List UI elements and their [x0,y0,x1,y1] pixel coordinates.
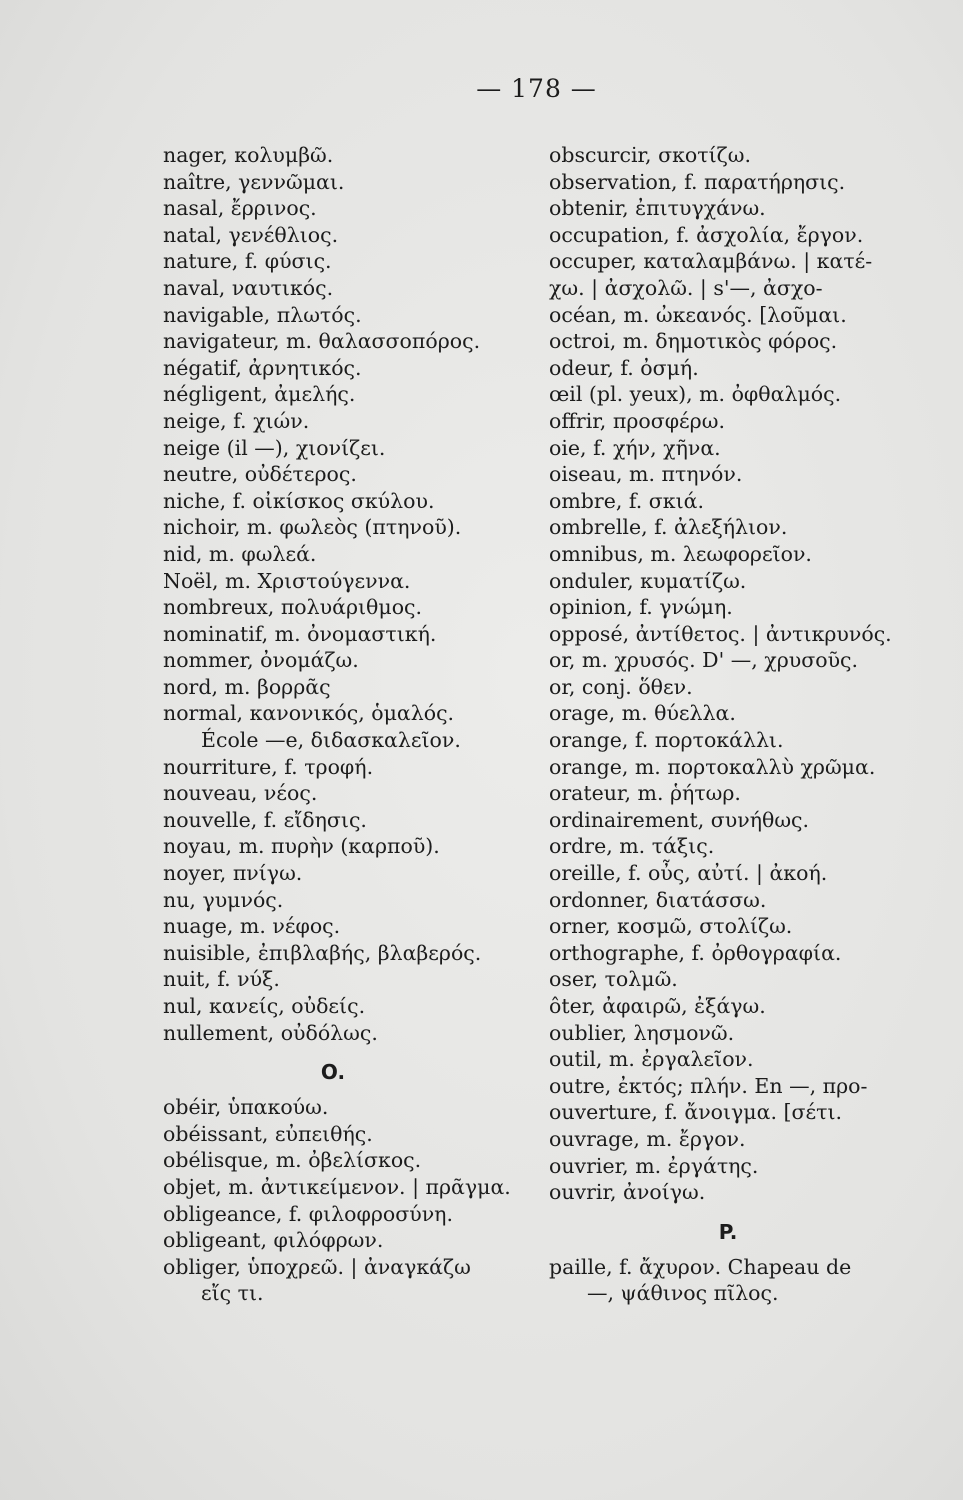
dictionary-entry: orthographe, f. ὀρθογραφία. [549,940,842,965]
dictionary-entry: nuit, f. νύξ. [163,967,280,992]
dictionary-entry: obliger, ὑποχρεῶ. | ἀναγκάζω [163,1254,471,1279]
dictionary-entry: nul, κανείς, οὐδείς. [163,994,366,1018]
dictionary-entry: ombre, f. σκιά. [549,488,704,513]
dictionary-entry: Noël, m. Χριστούγεννα. [163,568,411,593]
dictionary-entry: onduler, κυματίζω. [549,568,747,593]
section-letter-o: O. [320,1060,346,1085]
dictionary-entry: opposé, ἀντίθετος. | ἀντικρυνός. [549,621,892,646]
dictionary-entry: océan, m. ὠκεανός. [λοῦμαι. [549,302,847,327]
dictionary-entry: nourriture, f. τροφή. [163,754,374,779]
dictionary-entry: obéissant, εὐπειθής. [163,1121,373,1146]
dictionary-entry: ouverture, f. ἄνοιγμα. [σέτι. [549,1100,842,1125]
dictionary-entry: ôter, ἀφαιρῶ, ἐξάγω. [549,994,766,1018]
dictionary-entry: nichoir, m. φωλεὸς (πτηνοῦ). [163,515,462,540]
dictionary-entry: oser, τολμῶ. [549,967,678,992]
dictionary-entry: nuisible, ἐπιβλαβής, βλαβερός. [163,940,482,965]
dictionary-entry: objet, m. ἀντικείμενον. | πρᾶγμα. [163,1174,511,1199]
dictionary-entry: oublier, λησμονῶ. [549,1020,735,1045]
dictionary-entry: oreille, f. οὖς, αὐτί. | ἀκοή. [549,861,828,886]
dictionary-entry: naval, ναυτικός. [163,275,334,300]
dictionary-entry: navigateur, m. θαλασσοπόρος. [163,329,481,354]
dictionary-entry: ouvrir, ἀνοίγω. [549,1180,706,1205]
dictionary-entry: négligent, ἀμελής. [163,382,356,407]
dictionary-entry: or, conj. ὅθεν. [549,674,693,699]
dictionary-entry: oie, f. χήν, χῆνα. [549,435,721,460]
dictionary-entry: négatif, ἀρνητικός. [163,355,362,380]
dictionary-entry: orner, κοσμῶ, στολίζω. [549,914,793,939]
dictionary-entry: nommer, ὀνομάζω. [163,648,359,673]
dictionary-entry: ombrelle, f. ἀλεξήλιον. [549,515,788,540]
right-column [549,142,919,1307]
dictionary-entry: orateur, m. ῥήτωρ. [549,781,741,806]
dictionary-entry: outil, m. ἐργαλεῖον. [549,1047,754,1072]
section-letter-p: P. [718,1219,738,1244]
dictionary-entry: offrir, προσφέρω. [549,408,725,433]
dictionary-entry: obligeant, φιλόφρων. [163,1228,384,1253]
dictionary-entry: École —e, διδασκαλεῖον. [201,728,461,753]
left-column [163,142,538,1307]
dictionary-entry: nu, γυμνός. [163,887,284,912]
dictionary-entry: outre, ἐκτός; πλήν. En —, προ- [549,1073,868,1098]
dictionary-entry: ouvrage, m. ἔργον. [549,1126,746,1151]
dictionary-entry: nouvelle, f. εἴδησις. [163,807,367,832]
dictionary-entry: ouvrier, m. ἐργάτης. [549,1153,759,1178]
dictionary-entry: ordre, m. τάξις. [549,834,715,859]
dictionary-entry: orange, f. πορτοκάλλι. [549,728,784,753]
dictionary-entry: nuage, m. νέφος. [163,914,341,939]
dictionary-entry: nature, f. φύσις. [163,249,332,274]
dictionary-entry: nasal, ἔρρινος. [163,196,317,221]
dictionary-entry: nager, κολυμβῶ. [163,143,334,167]
dictionary-entry: obscurcir, σκοτίζω. [549,143,751,167]
dictionary-entry: œil (pl. yeux), m. ὀφθαλμός. [549,382,842,407]
dictionary-entry: observation, f. παρατήρησις. [549,169,846,194]
entries-o-left [163,1094,538,1307]
dictionary-entry: nord, m. βορρᾶς [163,674,331,699]
dictionary-entry: or, m. χρυσός. D' —, χρυσοῦς. [549,648,859,673]
dictionary-entry: odeur, f. ὀσμή. [549,355,699,380]
entries-o-right [549,142,919,1206]
dictionary-entry: niche, f. οἰκίσκος σκύλου. [163,488,435,513]
dictionary-entry: obligeance, f. φιλοφροσύνη. [163,1201,453,1226]
dictionary-entry: natal, γενέθλιος. [163,222,339,247]
entries-p [549,1254,919,1307]
dictionary-entry: obéir, ὑπακούω. [163,1095,329,1120]
dictionary-entry: normal, κανονικός, ὁμαλός. [163,701,455,726]
dictionary-entry: paille, f. ἄχυρον. Chapeau de [549,1254,852,1279]
dictionary-entry: ordonner, διατάσσω. [549,887,767,912]
dictionary-entry: nullement, οὐδόλως. [163,1020,378,1045]
dictionary-entry: naître, γεννῶμαι. [163,169,345,194]
dictionary-entry: navigable, πλωτός. [163,302,362,327]
dictionary-entry: ordinairement, συνήθως. [549,807,810,832]
dictionary-entry: εἴς τι. [201,1281,264,1306]
dictionary-entry: noyau, m. πυρὴν (καρποῦ). [163,834,440,859]
dictionary-entry: octroi, m. δημοτικὸς φόρος. [549,329,838,354]
dictionary-entry: opinion, f. γνώμη. [549,595,733,620]
dictionary-entry: nominatif, m. ὀνομαστική. [163,621,437,646]
page-number: — 178 — [476,74,597,103]
dictionary-entry: nid, m. φωλεά. [163,541,317,566]
dictionary-entry: occupation, f. ἀσχολία, ἔργον. [549,222,864,247]
dictionary-entry: omnibus, m. λεωφορεῖον. [549,541,812,566]
dictionary-entry: —, ψάθινος πῖλος. [587,1281,779,1306]
dictionary-entry: noyer, πνίγω. [163,861,303,886]
dictionary-entry: obélisque, m. ὀβελίσκος. [163,1148,422,1173]
entries-n [163,142,538,1046]
dictionary-entry: neige, f. χιών. [163,408,310,433]
dictionary-entry: oiseau, m. πτηνόν. [549,462,743,487]
dictionary-entry: neige (il —), χιονίζει. [163,435,386,460]
dictionary-entry: orage, m. θύελλα. [549,701,736,726]
dictionary-entry: occuper, καταλαμβάνω. | κατέ- [549,249,873,274]
dictionary-entry: neutre, οὐδέτερος. [163,462,357,487]
dictionary-entry: orange, m. πορτοκαλλὺ χρῶμα. [549,754,876,779]
dictionary-entry: nouveau, νέος. [163,781,318,806]
dictionary-entry: χω. | ἀσχολῶ. | s'—, ἀσχο- [549,275,823,300]
dictionary-entry: obtenir, ἐπιτυγχάνω. [549,196,766,221]
dictionary-entry: nombreux, πολυάριθμος. [163,595,423,620]
